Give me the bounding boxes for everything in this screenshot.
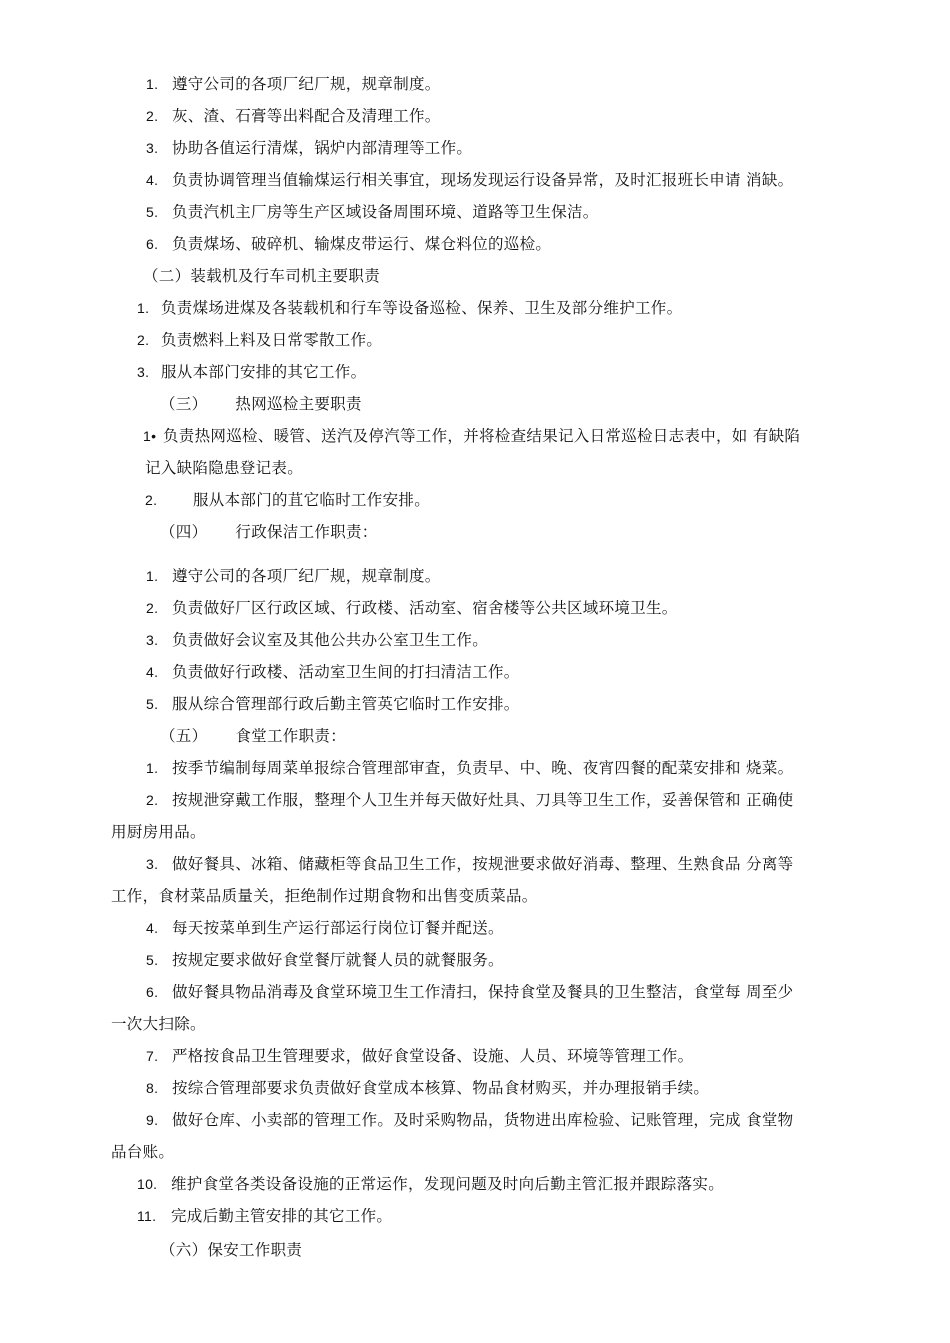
list-item: 4. 负责做好行政楼、活动室卫生间的打扫清洁工作。	[146, 663, 520, 681]
section-heading: （六）保安工作职责	[160, 1241, 303, 1259]
list-item: 1. 遵守公司的各项厂纪厂规，规章制度。	[146, 75, 441, 93]
list-item: 7. 严格按食品卫生管理要求，做好食堂设备、设施、人员、环境等管理工作。	[146, 1047, 694, 1065]
list-item: 3. 服从本部门安排的其它工作。	[137, 363, 367, 381]
section-heading: （三） 热网巡检主要职责	[160, 395, 362, 413]
list-item: 1• 负责热网巡检、暖管、送汽及停汽等工作，并将检查结果记入日常巡检日志表中，如 有缺陷	[143, 427, 801, 445]
list-item: 2. 负责做好厂区行政区域、行政楼、活动室、宿舍楼等公共区域环境卫生。	[146, 599, 678, 617]
list-item: 4. 负责协调管理当值输煤运行相关事宜，现场发现运行设备异常，及时汇报班长申请 消缺。	[146, 171, 794, 189]
list-item: 6. 做好餐具物品消毒及食堂环境卫生工作清扫，保持食堂及餐具的卫生整洁，食堂每 周至少	[146, 983, 794, 1001]
list-item: 5. 负责汽机主厂房等生产区域设备周围环境、道路等卫生保洁。	[146, 203, 599, 221]
list-item: 1. 按季节编制每周菜单报综合管理部审査，负责早、中、晚、夜宵四餐的配菜安排和 烧菜。	[146, 759, 794, 777]
section-heading: （四） 行政保洁工作职责：	[160, 523, 378, 541]
list-item: 11. 完成后勤主管安排的其它工作。	[137, 1207, 393, 1225]
list-item-continuation: 记入缺陷隐患登记表。	[145, 459, 304, 477]
section-heading: （二）装载机及行车司机主要职责	[143, 267, 381, 285]
list-item: 4. 每天按菜单到生产运行部运行岗位订餐并配送。	[146, 919, 504, 937]
list-item: 3. 负责做好会议室及其他公共办公室卫生工作。	[146, 631, 489, 649]
list-item: 8. 按综合管理部要求负责做好食堂成本核算、物品食材购买，并办理报销手续。	[146, 1079, 710, 1097]
list-item: 3. 做好餐具、冰箱、储藏柜等食品卫生工作，按规泄要求做好消毒、整理、生熟食品 分离等	[146, 855, 794, 873]
list-item: 6. 负责煤场、破碎机、输煤皮带运行、煤仓料位的巡检。	[146, 235, 552, 253]
list-item: 2. 灰、渣、石膏等出料配合及清理工作。	[146, 107, 441, 125]
list-item: 3. 协助各值运行清煤，锅炉内部清理等工作。	[146, 139, 473, 157]
list-item-continuation: 用厨房用品。	[111, 823, 206, 841]
list-item: 2. 服从本部门的苴它临时工作安排。	[145, 491, 431, 509]
list-item: 1. 负责煤场进煤及各装载机和行车等设备巡检、保养、卫生及部分维护工作。	[137, 299, 683, 317]
list-item: 5. 按规定要求做好食堂餐厅就餐人员的就餐服务。	[146, 951, 504, 969]
list-item: 5. 服从综合管理部行政后勤主管英它临时工作安排。	[146, 695, 520, 713]
list-item-continuation: 品台账。	[111, 1143, 175, 1161]
list-item: 1. 遵守公司的各项厂纪厂规，规章制度。	[146, 567, 441, 585]
list-item: 10. 维护食堂各类设备设施的正常运作，发现问题及时向后勤主管汇报并跟踪落实。	[137, 1175, 725, 1193]
list-item-continuation: 一次大扫除。	[111, 1015, 206, 1033]
list-item: 2. 负责燃料上料及日常零散工作。	[137, 331, 383, 349]
list-item: 9. 做好仓库、小卖部的管理工作。及时采购物品，货物进出库检验、记账管理，完成 食堂物	[146, 1111, 794, 1129]
list-item-continuation: 工作，食材菜品质量关，拒绝制作过期食物和出售变质菜品。	[111, 887, 538, 905]
list-item: 2. 按规泄穿戴工作服，整理个人卫生并每天做好灶具、刀具等卫生工作，妥善保管和 正确使	[146, 791, 794, 809]
section-heading: （五） 食堂工作职责：	[160, 727, 347, 745]
